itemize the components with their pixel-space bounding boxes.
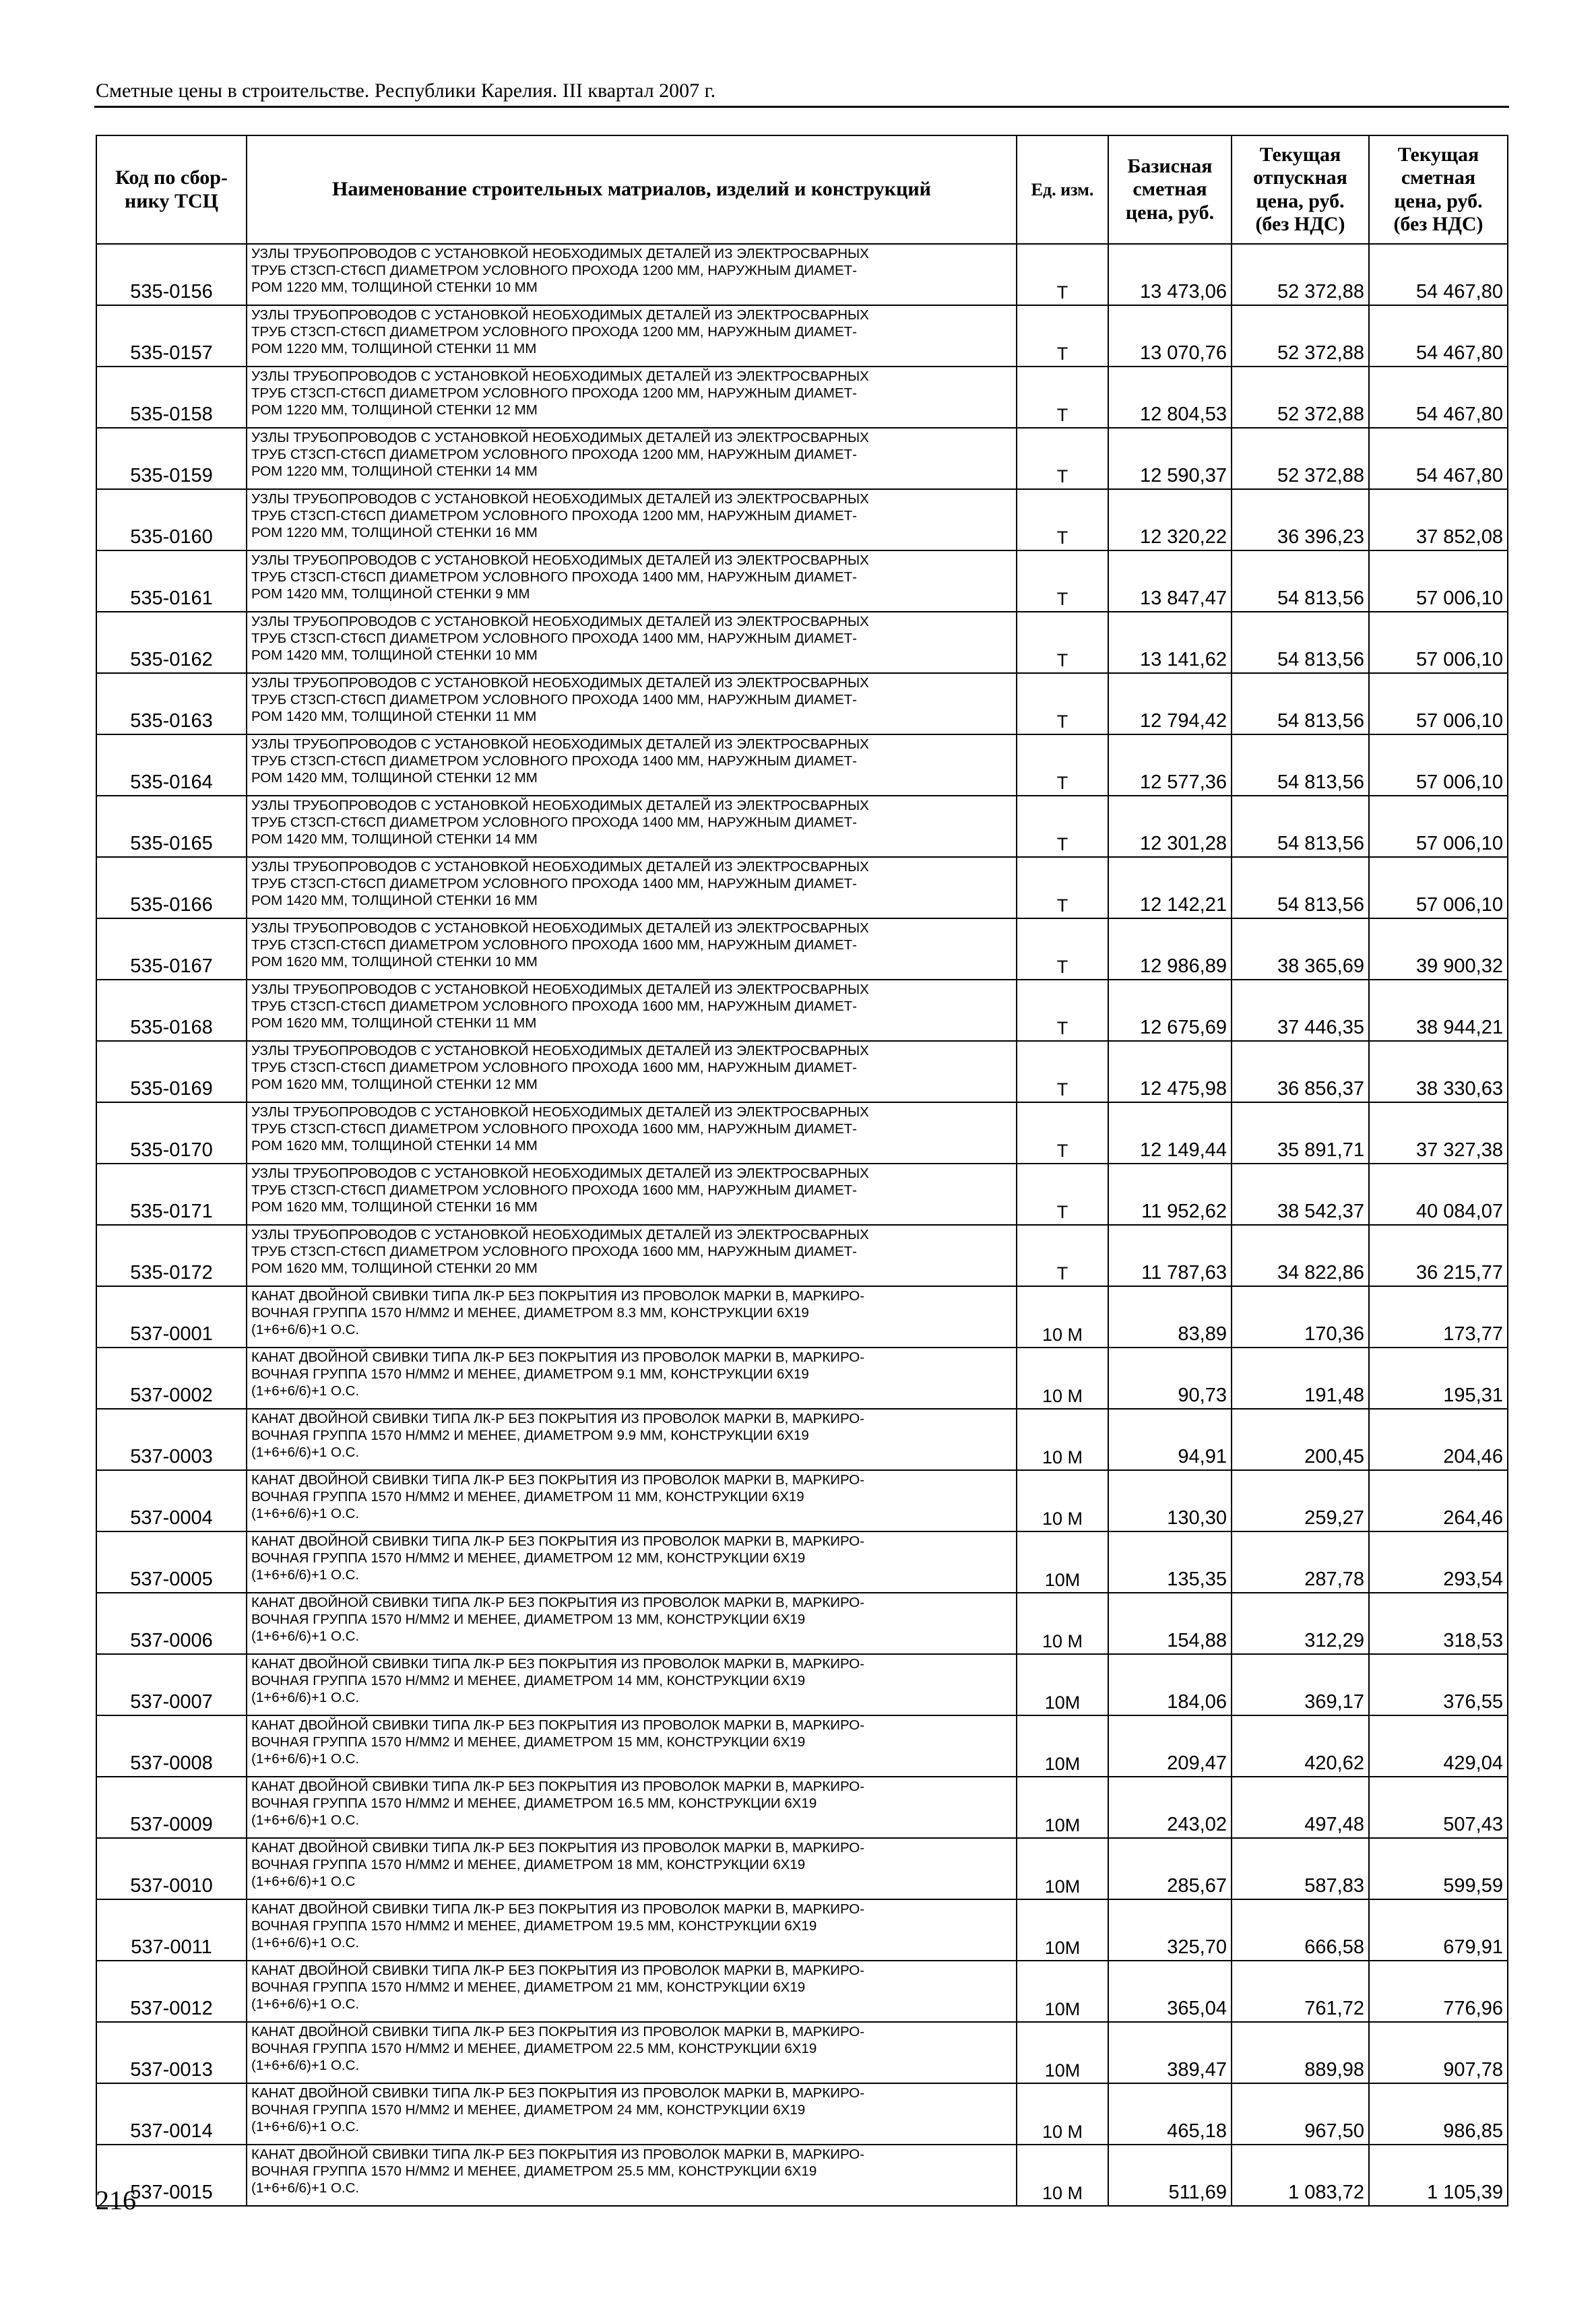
cell-name: УЗЛЫ ТРУБОПРОВОДОВ С УСТАНОВКОЙ НЕОБХОДИМЫХ ДЕТАЛЕЙ ИЗ ЭЛЕКТРОСВАРНЫХ ТРУБ СТ3СП-СТ6СП ДИАМЕТРОМ УСЛОВНОГО ПРОХОДА 1400 ММ, НАРУЖНЫМ ДИАМЕТ- РОМ 1420 ММ, ТОЛЩИНОЙ СТЕНКИ 11 ММ (247, 673, 1017, 734)
page-header: Сметные цены в строительстве. Республики Карелия. III квартал 2007 г. (96, 80, 716, 102)
cell-release-price: 36 856,37 (1232, 1041, 1369, 1102)
cell-name: УЗЛЫ ТРУБОПРОВОДОВ С УСТАНОВКОЙ НЕОБХОДИМЫХ ДЕТАЛЕЙ ИЗ ЭЛЕКТРОСВАРНЫХ ТРУБ СТ3СП-СТ6СП ДИАМЕТРОМ УСЛОВНОГО ПРОХОДА 1600 ММ, НАРУЖНЫМ ДИАМЕТ- РОМ 1620 ММ, ТОЛЩИНОЙ СТЕНКИ 11 ММ (247, 980, 1017, 1041)
header-rule (94, 106, 1509, 108)
table-row (96, 612, 1508, 673)
cell-base-price: 209,47 (1108, 1715, 1232, 1777)
cell-code: 537-0007 (96, 1654, 247, 1715)
cell-unit: Т (1017, 612, 1108, 673)
cell-estimate-price: 679,91 (1369, 1899, 1508, 1961)
cell-release-price: 54 813,56 (1232, 857, 1369, 918)
table-row (96, 367, 1508, 428)
table-row (96, 1225, 1508, 1286)
cell-base-price: 12 577,36 (1108, 734, 1232, 796)
header-code: Код по сбор- нику ТСЦ (96, 135, 247, 244)
cell-unit: Т (1017, 918, 1108, 980)
cell-code: 535-0163 (96, 673, 247, 734)
cell-unit: Т (1017, 489, 1108, 550)
cell-unit: Т (1017, 1041, 1108, 1102)
cell-base-price: 130,30 (1108, 1470, 1232, 1531)
table-row (96, 1348, 1508, 1409)
cell-estimate-price: 37 852,08 (1369, 489, 1508, 550)
cell-base-price: 184,06 (1108, 1654, 1232, 1715)
table-row (96, 550, 1508, 612)
cell-name: КАНАТ ДВОЙНОЙ СВИВКИ ТИПА ЛК-Р БЕЗ ПОКРЫТИЯ ИЗ ПРОВОЛОК МАРКИ В, МАРКИРО- ВОЧНАЯ ГРУППА 1570 Н/ММ2 И МЕНЕЕ, ДИАМЕТРОМ 12 ММ, КОНСТРУКЦИИ 6X19 (1+6+6/6)+1 О.С. (247, 1531, 1017, 1593)
cell-base-price: 12 149,44 (1108, 1102, 1232, 1164)
cell-base-price: 90,73 (1108, 1348, 1232, 1409)
cell-release-price: 52 372,88 (1232, 367, 1369, 428)
cell-name: УЗЛЫ ТРУБОПРОВОДОВ С УСТАНОВКОЙ НЕОБХОДИМЫХ ДЕТАЛЕЙ ИЗ ЭЛЕКТРОСВАРНЫХ ТРУБ СТ3СП-СТ6СП ДИАМЕТРОМ УСЛОВНОГО ПРОХОДА 1200 ММ, НАРУЖНЫМ ДИАМЕТ- РОМ 1220 ММ, ТОЛЩИНОЙ СТЕНКИ 12 ММ (247, 367, 1017, 428)
table-row (96, 918, 1508, 980)
cell-release-price: 967,50 (1232, 2083, 1369, 2145)
cell-name: КАНАТ ДВОЙНОЙ СВИВКИ ТИПА ЛК-Р БЕЗ ПОКРЫТИЯ ИЗ ПРОВОЛОК МАРКИ В, МАРКИРО- ВОЧНАЯ ГРУППА 1570 Н/ММ2 И МЕНЕЕ, ДИАМЕТРОМ 9.1 ММ, КОНСТРУКЦИИ 6X19 (1+6+6/6)+1 О.С. (247, 1348, 1017, 1409)
cell-release-price: 889,98 (1232, 2022, 1369, 2083)
cell-code: 537-0013 (96, 2022, 247, 2083)
cell-name: КАНАТ ДВОЙНОЙ СВИВКИ ТИПА ЛК-Р БЕЗ ПОКРЫТИЯ ИЗ ПРОВОЛОК МАРКИ В, МАРКИРО- ВОЧНАЯ ГРУППА 1570 Н/ММ2 И МЕНЕЕ, ДИАМЕТРОМ 9.9 ММ, КОНСТРУКЦИИ 6X19 (1+6+6/6)+1 О.С. (247, 1409, 1017, 1470)
cell-estimate-price: 599,59 (1369, 1838, 1508, 1899)
cell-estimate-price: 54 467,80 (1369, 367, 1508, 428)
cell-unit: Т (1017, 1102, 1108, 1164)
table-row (96, 1470, 1508, 1531)
cell-name: КАНАТ ДВОЙНОЙ СВИВКИ ТИПА ЛК-Р БЕЗ ПОКРЫТИЯ ИЗ ПРОВОЛОК МАРКИ В, МАРКИРО- ВОЧНАЯ ГРУППА 1570 Н/ММ2 И МЕНЕЕ, ДИАМЕТРОМ 13 ММ, КОНСТРУКЦИИ 6X19 (1+6+6/6)+1 О.С. (247, 1593, 1017, 1654)
cell-name: УЗЛЫ ТРУБОПРОВОДОВ С УСТАНОВКОЙ НЕОБХОДИМЫХ ДЕТАЛЕЙ ИЗ ЭЛЕКТРОСВАРНЫХ ТРУБ СТ3СП-СТ6СП ДИАМЕТРОМ УСЛОВНОГО ПРОХОДА 1400 ММ, НАРУЖНЫМ ДИАМЕТ- РОМ 1420 ММ, ТОЛЩИНОЙ СТЕНКИ 12 ММ (247, 734, 1017, 796)
cell-estimate-price: 293,54 (1369, 1531, 1508, 1593)
cell-code: 537-0008 (96, 1715, 247, 1777)
cell-release-price: 52 372,88 (1232, 305, 1369, 367)
table-row (96, 1899, 1508, 1961)
cell-code: 535-0157 (96, 305, 247, 367)
cell-estimate-price: 36 215,77 (1369, 1225, 1508, 1286)
header-name: Наименование строительных матриалов, изделий и конструкций (247, 135, 1017, 244)
cell-base-price: 83,89 (1108, 1286, 1232, 1348)
cell-code: 537-0001 (96, 1286, 247, 1348)
cell-code: 537-0002 (96, 1348, 247, 1409)
cell-release-price: 761,72 (1232, 1961, 1369, 2022)
cell-base-price: 11 787,63 (1108, 1225, 1232, 1286)
cell-code: 535-0168 (96, 980, 247, 1041)
cell-unit: Т (1017, 550, 1108, 612)
cell-name: КАНАТ ДВОЙНОЙ СВИВКИ ТИПА ЛК-Р БЕЗ ПОКРЫТИЯ ИЗ ПРОВОЛОК МАРКИ В, МАРКИРО- ВОЧНАЯ ГРУППА 1570 Н/ММ2 И МЕНЕЕ, ДИАМЕТРОМ 11 ММ, КОНСТРУКЦИИ 6X19 (1+6+6/6)+1 О.С. (247, 1470, 1017, 1531)
cell-name: УЗЛЫ ТРУБОПРОВОДОВ С УСТАНОВКОЙ НЕОБХОДИМЫХ ДЕТАЛЕЙ ИЗ ЭЛЕКТРОСВАРНЫХ ТРУБ СТ3СП-СТ6СП ДИАМЕТРОМ УСЛОВНОГО ПРОХОДА 1200 ММ, НАРУЖНЫМ ДИАМЕТ- РОМ 1220 ММ, ТОЛЩИНОЙ СТЕНКИ 14 ММ (247, 428, 1017, 489)
cell-release-price: 54 813,56 (1232, 550, 1369, 612)
cell-base-price: 13 070,76 (1108, 305, 1232, 367)
cell-estimate-price: 318,53 (1369, 1593, 1508, 1654)
cell-base-price: 12 142,21 (1108, 857, 1232, 918)
table-row (96, 1409, 1508, 1470)
cell-base-price: 12 475,98 (1108, 1041, 1232, 1102)
cell-unit: 10М (1017, 1899, 1108, 1961)
cell-base-price: 135,35 (1108, 1531, 1232, 1593)
cell-release-price: 54 813,56 (1232, 673, 1369, 734)
cell-release-price: 38 542,37 (1232, 1164, 1369, 1225)
cell-unit: Т (1017, 367, 1108, 428)
cell-estimate-price: 376,55 (1369, 1654, 1508, 1715)
cell-base-price: 12 320,22 (1108, 489, 1232, 550)
cell-estimate-price: 38 944,21 (1369, 980, 1508, 1041)
cell-estimate-price: 1 105,39 (1369, 2145, 1508, 2206)
cell-unit: 10 М (1017, 1286, 1108, 1348)
cell-base-price: 13 473,06 (1108, 244, 1232, 305)
cell-name: КАНАТ ДВОЙНОЙ СВИВКИ ТИПА ЛК-Р БЕЗ ПОКРЫТИЯ ИЗ ПРОВОЛОК МАРКИ В, МАРКИРО- ВОЧНАЯ ГРУППА 1570 Н/ММ2 И МЕНЕЕ, ДИАМЕТРОМ 21 ММ, КОНСТРУКЦИИ 6X19 (1+6+6/6)+1 О.С. (247, 1961, 1017, 2022)
cell-name: УЗЛЫ ТРУБОПРОВОДОВ С УСТАНОВКОЙ НЕОБХОДИМЫХ ДЕТАЛЕЙ ИЗ ЭЛЕКТРОСВАРНЫХ ТРУБ СТ3СП-СТ6СП ДИАМЕТРОМ УСЛОВНОГО ПРОХОДА 1200 ММ, НАРУЖНЫМ ДИАМЕТ- РОМ 1220 ММ, ТОЛЩИНОЙ СТЕНКИ 10 ММ (247, 244, 1017, 305)
cell-unit: 10 М (1017, 1470, 1108, 1531)
cell-unit: 10 М (1017, 2083, 1108, 2145)
table-row (96, 1961, 1508, 2022)
cell-code: 537-0014 (96, 2083, 247, 2145)
cell-unit: Т (1017, 980, 1108, 1041)
cell-name: УЗЛЫ ТРУБОПРОВОДОВ С УСТАНОВКОЙ НЕОБХОДИМЫХ ДЕТАЛЕЙ ИЗ ЭЛЕКТРОСВАРНЫХ ТРУБ СТ3СП-СТ6СП ДИАМЕТРОМ УСЛОВНОГО ПРОХОДА 1600 ММ, НАРУЖНЫМ ДИАМЕТ- РОМ 1620 ММ, ТОЛЩИНОЙ СТЕНКИ 20 ММ (247, 1225, 1017, 1286)
cell-base-price: 12 301,28 (1108, 796, 1232, 857)
cell-name: УЗЛЫ ТРУБОПРОВОДОВ С УСТАНОВКОЙ НЕОБХОДИМЫХ ДЕТАЛЕЙ ИЗ ЭЛЕКТРОСВАРНЫХ ТРУБ СТ3СП-СТ6СП ДИАМЕТРОМ УСЛОВНОГО ПРОХОДА 1200 ММ, НАРУЖНЫМ ДИАМЕТ- РОМ 1220 ММ, ТОЛЩИНОЙ СТЕНКИ 16 ММ (247, 489, 1017, 550)
cell-name: КАНАТ ДВОЙНОЙ СВИВКИ ТИПА ЛК-Р БЕЗ ПОКРЫТИЯ ИЗ ПРОВОЛОК МАРКИ В, МАРКИРО- ВОЧНАЯ ГРУППА 1570 Н/ММ2 И МЕНЕЕ, ДИАМЕТРОМ 22.5 ММ, КОНСТРУКЦИИ 6X19 (1+6+6/6)+1 О.С. (247, 2022, 1017, 2083)
table-row (96, 1286, 1508, 1348)
cell-code: 537-0003 (96, 1409, 247, 1470)
cell-name: КАНАТ ДВОЙНОЙ СВИВКИ ТИПА ЛК-Р БЕЗ ПОКРЫТИЯ ИЗ ПРОВОЛОК МАРКИ В, МАРКИРО- ВОЧНАЯ ГРУППА 1570 Н/ММ2 И МЕНЕЕ, ДИАМЕТРОМ 14 ММ, КОНСТРУКЦИИ 6X19 (1+6+6/6)+1 О.С. (247, 1654, 1017, 1715)
cell-release-price: 37 446,35 (1232, 980, 1369, 1041)
header-estimate-price: Текущая сметная цена, руб. (без НДС) (1369, 135, 1508, 244)
cell-release-price: 54 813,56 (1232, 612, 1369, 673)
cell-unit: 10М (1017, 2022, 1108, 2083)
header-base-price: Базисная сметная цена, руб. (1108, 135, 1232, 244)
cell-code: 535-0172 (96, 1225, 247, 1286)
cell-estimate-price: 57 006,10 (1369, 612, 1508, 673)
table-row (96, 857, 1508, 918)
cell-code: 537-0015 (96, 2145, 247, 2206)
cell-release-price: 287,78 (1232, 1531, 1369, 1593)
cell-release-price: 34 822,86 (1232, 1225, 1369, 1286)
table-row (96, 1654, 1508, 1715)
table-row (96, 1593, 1508, 1654)
table-row (96, 734, 1508, 796)
cell-unit: Т (1017, 1225, 1108, 1286)
cell-base-price: 12 794,42 (1108, 673, 1232, 734)
cell-unit: Т (1017, 305, 1108, 367)
cell-code: 535-0162 (96, 612, 247, 673)
cell-release-price: 38 365,69 (1232, 918, 1369, 980)
cell-estimate-price: 57 006,10 (1369, 857, 1508, 918)
cell-unit: 10М (1017, 1531, 1108, 1593)
table-row (96, 1531, 1508, 1593)
cell-release-price: 259,27 (1232, 1470, 1369, 1531)
cell-code: 535-0171 (96, 1164, 247, 1225)
cell-code: 535-0166 (96, 857, 247, 918)
cell-release-price: 587,83 (1232, 1838, 1369, 1899)
table-row (96, 2145, 1508, 2206)
cell-estimate-price: 54 467,80 (1369, 244, 1508, 305)
cell-release-price: 312,29 (1232, 1593, 1369, 1654)
table-row (96, 1838, 1508, 1899)
cell-estimate-price: 204,46 (1369, 1409, 1508, 1470)
cell-release-price: 52 372,88 (1232, 244, 1369, 305)
cell-code: 535-0164 (96, 734, 247, 796)
cell-code: 537-0005 (96, 1531, 247, 1593)
table-row (96, 1715, 1508, 1777)
cell-name: УЗЛЫ ТРУБОПРОВОДОВ С УСТАНОВКОЙ НЕОБХОДИМЫХ ДЕТАЛЕЙ ИЗ ЭЛЕКТРОСВАРНЫХ ТРУБ СТ3СП-СТ6СП ДИАМЕТРОМ УСЛОВНОГО ПРОХОДА 1600 ММ, НАРУЖНЫМ ДИАМЕТ- РОМ 1620 ММ, ТОЛЩИНОЙ СТЕНКИ 14 ММ (247, 1102, 1017, 1164)
table-row (96, 2083, 1508, 2145)
cell-name: УЗЛЫ ТРУБОПРОВОДОВ С УСТАНОВКОЙ НЕОБХОДИМЫХ ДЕТАЛЕЙ ИЗ ЭЛЕКТРОСВАРНЫХ ТРУБ СТ3СП-СТ6СП ДИАМЕТРОМ УСЛОВНОГО ПРОХОДА 1400 ММ, НАРУЖНЫМ ДИАМЕТ- РОМ 1420 ММ, ТОЛЩИНОЙ СТЕНКИ 9 ММ (247, 550, 1017, 612)
cell-name: КАНАТ ДВОЙНОЙ СВИВКИ ТИПА ЛК-Р БЕЗ ПОКРЫТИЯ ИЗ ПРОВОЛОК МАРКИ В, МАРКИРО- ВОЧНАЯ ГРУППА 1570 Н/ММ2 И МЕНЕЕ, ДИАМЕТРОМ 16.5 ММ, КОНСТРУКЦИИ 6X19 (1+6+6/6)+1 О.С. (247, 1777, 1017, 1838)
cell-estimate-price: 38 330,63 (1369, 1041, 1508, 1102)
cell-unit: Т (1017, 1164, 1108, 1225)
cell-unit: 10М (1017, 1961, 1108, 2022)
cell-base-price: 285,67 (1108, 1838, 1232, 1899)
cell-name: УЗЛЫ ТРУБОПРОВОДОВ С УСТАНОВКОЙ НЕОБХОДИМЫХ ДЕТАЛЕЙ ИЗ ЭЛЕКТРОСВАРНЫХ ТРУБ СТ3СП-СТ6СП ДИАМЕТРОМ УСЛОВНОГО ПРОХОДА 1600 ММ, НАРУЖНЫМ ДИАМЕТ- РОМ 1620 ММ, ТОЛЩИНОЙ СТЕНКИ 12 ММ (247, 1041, 1017, 1102)
table-row (96, 1041, 1508, 1102)
cell-unit: 10М (1017, 1654, 1108, 1715)
cell-code: 537-0004 (96, 1470, 247, 1531)
table-row (96, 2022, 1508, 2083)
cell-base-price: 12 590,37 (1108, 428, 1232, 489)
cell-base-price: 13 141,62 (1108, 612, 1232, 673)
cell-unit: 10 М (1017, 1409, 1108, 1470)
cell-estimate-price: 57 006,10 (1369, 796, 1508, 857)
cell-estimate-price: 776,96 (1369, 1961, 1508, 2022)
cell-code: 535-0156 (96, 244, 247, 305)
cell-estimate-price: 507,43 (1369, 1777, 1508, 1838)
cell-name: КАНАТ ДВОЙНОЙ СВИВКИ ТИПА ЛК-Р БЕЗ ПОКРЫТИЯ ИЗ ПРОВОЛОК МАРКИ В, МАРКИРО- ВОЧНАЯ ГРУППА 1570 Н/ММ2 И МЕНЕЕ, ДИАМЕТРОМ 24 ММ, КОНСТРУКЦИИ 6X19 (1+6+6/6)+1 О.С. (247, 2083, 1017, 2145)
cell-name: УЗЛЫ ТРУБОПРОВОДОВ С УСТАНОВКОЙ НЕОБХОДИМЫХ ДЕТАЛЕЙ ИЗ ЭЛЕКТРОСВАРНЫХ ТРУБ СТ3СП-СТ6СП ДИАМЕТРОМ УСЛОВНОГО ПРОХОДА 1400 ММ, НАРУЖНЫМ ДИАМЕТ- РОМ 1420 ММ, ТОЛЩИНОЙ СТЕНКИ 16 ММ (247, 857, 1017, 918)
cell-name: КАНАТ ДВОЙНОЙ СВИВКИ ТИПА ЛК-Р БЕЗ ПОКРЫТИЯ ИЗ ПРОВОЛОК МАРКИ В, МАРКИРО- ВОЧНАЯ ГРУППА 1570 Н/ММ2 И МЕНЕЕ, ДИАМЕТРОМ 19.5 ММ, КОНСТРУКЦИИ 6X19 (1+6+6/6)+1 О.С. (247, 1899, 1017, 1961)
cell-estimate-price: 195,31 (1369, 1348, 1508, 1409)
cell-base-price: 11 952,62 (1108, 1164, 1232, 1225)
cell-code: 535-0170 (96, 1102, 247, 1164)
cell-estimate-price: 57 006,10 (1369, 550, 1508, 612)
cell-estimate-price: 173,77 (1369, 1286, 1508, 1348)
table-row (96, 673, 1508, 734)
cell-name: УЗЛЫ ТРУБОПРОВОДОВ С УСТАНОВКОЙ НЕОБХОДИМЫХ ДЕТАЛЕЙ ИЗ ЭЛЕКТРОСВАРНЫХ ТРУБ СТ3СП-СТ6СП ДИАМЕТРОМ УСЛОВНОГО ПРОХОДА 1400 ММ, НАРУЖНЫМ ДИАМЕТ- РОМ 1420 ММ, ТОЛЩИНОЙ СТЕНКИ 14 ММ (247, 796, 1017, 857)
cell-unit: 10 М (1017, 2145, 1108, 2206)
cell-code: 535-0161 (96, 550, 247, 612)
table-row (96, 980, 1508, 1041)
cell-code: 537-0009 (96, 1777, 247, 1838)
cell-code: 535-0158 (96, 367, 247, 428)
cell-unit: 10М (1017, 1715, 1108, 1777)
cell-release-price: 54 813,56 (1232, 734, 1369, 796)
cell-release-price: 52 372,88 (1232, 428, 1369, 489)
cell-estimate-price: 40 084,07 (1369, 1164, 1508, 1225)
cell-base-price: 154,88 (1108, 1593, 1232, 1654)
cell-code: 537-0011 (96, 1899, 247, 1961)
cell-name: КАНАТ ДВОЙНОЙ СВИВКИ ТИПА ЛК-Р БЕЗ ПОКРЫТИЯ ИЗ ПРОВОЛОК МАРКИ В, МАРКИРО- ВОЧНАЯ ГРУППА 1570 Н/ММ2 И МЕНЕЕ, ДИАМЕТРОМ 25.5 ММ, КОНСТРУКЦИИ 6X19 (1+6+6/6)+1 О.С. (247, 2145, 1017, 2206)
header-release-price: Текущая отпускная цена, руб. (без НДС) (1232, 135, 1369, 244)
cell-unit: Т (1017, 244, 1108, 305)
cell-name: КАНАТ ДВОЙНОЙ СВИВКИ ТИПА ЛК-Р БЕЗ ПОКРЫТИЯ ИЗ ПРОВОЛОК МАРКИ В, МАРКИРО- ВОЧНАЯ ГРУППА 1570 Н/ММ2 И МЕНЕЕ, ДИАМЕТРОМ 8.3 ММ, КОНСТРУКЦИИ 6X19 (1+6+6/6)+1 О.С. (247, 1286, 1017, 1348)
cell-unit: 10М (1017, 1838, 1108, 1899)
cell-code: 537-0012 (96, 1961, 247, 2022)
cell-release-price: 170,36 (1232, 1286, 1369, 1348)
cell-name: УЗЛЫ ТРУБОПРОВОДОВ С УСТАНОВКОЙ НЕОБХОДИМЫХ ДЕТАЛЕЙ ИЗ ЭЛЕКТРОСВАРНЫХ ТРУБ СТ3СП-СТ6СП ДИАМЕТРОМ УСЛОВНОГО ПРОХОДА 1200 ММ, НАРУЖНЫМ ДИАМЕТ- РОМ 1220 ММ, ТОЛЩИНОЙ СТЕНКИ 11 ММ (247, 305, 1017, 367)
cell-name: КАНАТ ДВОЙНОЙ СВИВКИ ТИПА ЛК-Р БЕЗ ПОКРЫТИЯ ИЗ ПРОВОЛОК МАРКИ В, МАРКИРО- ВОЧНАЯ ГРУППА 1570 Н/ММ2 И МЕНЕЕ, ДИАМЕТРОМ 15 ММ, КОНСТРУКЦИИ 6X19 (1+6+6/6)+1 О.С. (247, 1715, 1017, 1777)
cell-base-price: 12 675,69 (1108, 980, 1232, 1041)
cell-code: 537-0010 (96, 1838, 247, 1899)
cell-release-price: 666,58 (1232, 1899, 1369, 1961)
cell-unit: Т (1017, 428, 1108, 489)
cell-code: 535-0167 (96, 918, 247, 980)
cell-unit: Т (1017, 857, 1108, 918)
cell-release-price: 54 813,56 (1232, 796, 1369, 857)
cell-estimate-price: 429,04 (1369, 1715, 1508, 1777)
cell-estimate-price: 37 327,38 (1369, 1102, 1508, 1164)
table-body (96, 244, 1508, 2206)
table-row (96, 1102, 1508, 1164)
cell-estimate-price: 57 006,10 (1369, 673, 1508, 734)
cell-estimate-price: 39 900,32 (1369, 918, 1508, 980)
cell-code: 535-0159 (96, 428, 247, 489)
cell-release-price: 191,48 (1232, 1348, 1369, 1409)
table-row (96, 1777, 1508, 1838)
cell-release-price: 36 396,23 (1232, 489, 1369, 550)
cell-code: 535-0169 (96, 1041, 247, 1102)
cell-base-price: 511,69 (1108, 2145, 1232, 2206)
cell-unit: 10М (1017, 1777, 1108, 1838)
table-row (96, 244, 1508, 305)
cell-base-price: 12 986,89 (1108, 918, 1232, 980)
cell-code: 535-0165 (96, 796, 247, 857)
cell-release-price: 1 083,72 (1232, 2145, 1369, 2206)
cell-base-price: 13 847,47 (1108, 550, 1232, 612)
cell-estimate-price: 986,85 (1369, 2083, 1508, 2145)
cell-estimate-price: 907,78 (1369, 2022, 1508, 2083)
cell-base-price: 365,04 (1108, 1961, 1232, 2022)
cell-release-price: 497,48 (1232, 1777, 1369, 1838)
table-row (96, 428, 1508, 489)
cell-unit: 10 М (1017, 1593, 1108, 1654)
cell-release-price: 200,45 (1232, 1409, 1369, 1470)
table-row (96, 1164, 1508, 1225)
table-row (96, 305, 1508, 367)
cell-estimate-price: 54 467,80 (1369, 428, 1508, 489)
cell-release-price: 35 891,71 (1232, 1102, 1369, 1164)
cell-estimate-price: 57 006,10 (1369, 734, 1508, 796)
cell-base-price: 465,18 (1108, 2083, 1232, 2145)
page-number: 216 (96, 2185, 136, 2215)
table-header-row (96, 135, 1508, 244)
header-unit: Ед. изм. (1017, 135, 1108, 244)
cell-unit: Т (1017, 796, 1108, 857)
cell-unit: Т (1017, 673, 1108, 734)
table-row (96, 489, 1508, 550)
cell-name: УЗЛЫ ТРУБОПРОВОДОВ С УСТАНОВКОЙ НЕОБХОДИМЫХ ДЕТАЛЕЙ ИЗ ЭЛЕКТРОСВАРНЫХ ТРУБ СТ3СП-СТ6СП ДИАМЕТРОМ УСЛОВНОГО ПРОХОДА 1400 ММ, НАРУЖНЫМ ДИАМЕТ- РОМ 1420 ММ, ТОЛЩИНОЙ СТЕНКИ 10 ММ (247, 612, 1017, 673)
cell-release-price: 369,17 (1232, 1654, 1369, 1715)
cell-name: УЗЛЫ ТРУБОПРОВОДОВ С УСТАНОВКОЙ НЕОБХОДИМЫХ ДЕТАЛЕЙ ИЗ ЭЛЕКТРОСВАРНЫХ ТРУБ СТ3СП-СТ6СП ДИАМЕТРОМ УСЛОВНОГО ПРОХОДА 1600 ММ, НАРУЖНЫМ ДИАМЕТ- РОМ 1620 ММ, ТОЛЩИНОЙ СТЕНКИ 16 ММ (247, 1164, 1017, 1225)
cell-estimate-price: 264,46 (1369, 1470, 1508, 1531)
cell-base-price: 243,02 (1108, 1777, 1232, 1838)
cell-name: УЗЛЫ ТРУБОПРОВОДОВ С УСТАНОВКОЙ НЕОБХОДИМЫХ ДЕТАЛЕЙ ИЗ ЭЛЕКТРОСВАРНЫХ ТРУБ СТ3СП-СТ6СП ДИАМЕТРОМ УСЛОВНОГО ПРОХОДА 1600 ММ, НАРУЖНЫМ ДИАМЕТ- РОМ 1620 ММ, ТОЛЩИНОЙ СТЕНКИ 10 ММ (247, 918, 1017, 980)
cell-base-price: 12 804,53 (1108, 367, 1232, 428)
cell-unit: Т (1017, 734, 1108, 796)
cell-base-price: 389,47 (1108, 2022, 1232, 2083)
table-row (96, 796, 1508, 857)
cell-code: 537-0006 (96, 1593, 247, 1654)
cell-name: КАНАТ ДВОЙНОЙ СВИВКИ ТИПА ЛК-Р БЕЗ ПОКРЫТИЯ ИЗ ПРОВОЛОК МАРКИ В, МАРКИРО- ВОЧНАЯ ГРУППА 1570 Н/ММ2 И МЕНЕЕ, ДИАМЕТРОМ 18 ММ, КОНСТРУКЦИИ 6X19 (1+6+6/6)+1 О.С (247, 1838, 1017, 1899)
cell-estimate-price: 54 467,80 (1369, 305, 1508, 367)
cell-code: 535-0160 (96, 489, 247, 550)
price-table (96, 135, 1508, 2207)
cell-base-price: 94,91 (1108, 1409, 1232, 1470)
cell-base-price: 325,70 (1108, 1899, 1232, 1961)
cell-unit: 10 М (1017, 1348, 1108, 1409)
cell-release-price: 420,62 (1232, 1715, 1369, 1777)
